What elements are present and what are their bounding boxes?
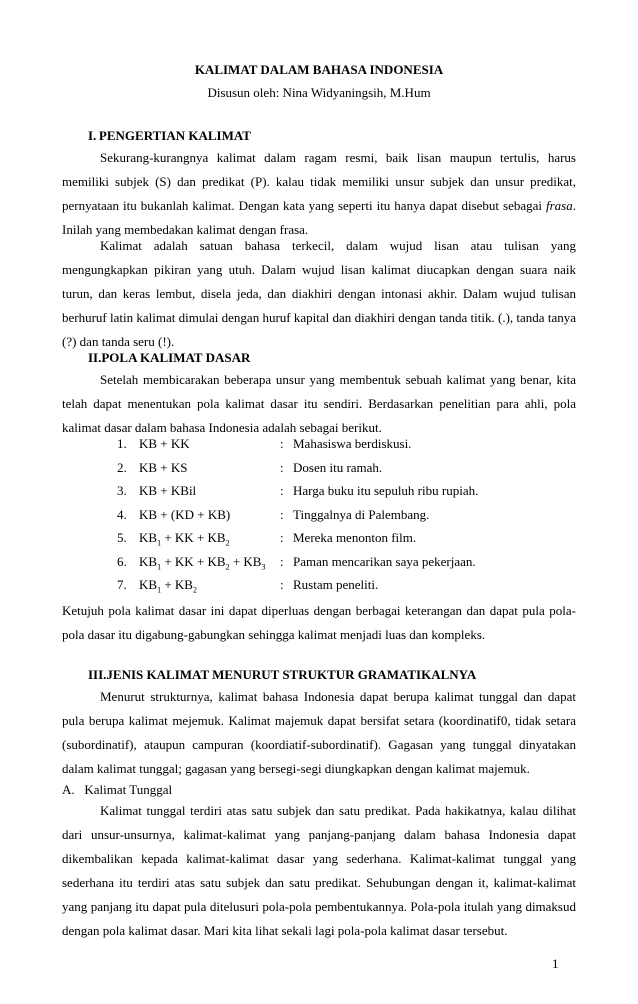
section-3-heading: III.JENIS KALIMAT MENURUT STRUKTUR GRAMATIKALNYA — [88, 667, 477, 682]
pattern-formula: KB + KK — [139, 436, 190, 451]
item-number: 1. — [117, 436, 127, 451]
section-2-paragraph-2: Ketujuh pola kalimat dasar ini dapat diperluas dengan berbagai keterangan dan dapat pula pola-pola dasar itu digabung-gabungkan sehingga kalimat menjadi luas dan kompleks. — [62, 603, 576, 642]
pattern-item — [117, 436, 577, 460]
emphasis-text: frasa — [546, 198, 573, 213]
section-1-paragraph-2: Kalimat adalah satuan bahasa terkecil, dalam wujud lisan atau tulisan yang mengungkapkan pikiran yang utuh. Dalam wujud lisan kalimat diucapkan dengan suara naik turun, dan keras lembut, disela jeda, dan diakhiri dengan intonasi akhir. Dalam wujud tulisan berhuruf latin kalimat dimulai dengan huruf kapital dan diakhiri dengan tanda titik. (.), tanda tanya (?) dan tanda seru (!). — [62, 238, 576, 349]
separator: : — [280, 483, 284, 498]
pattern-item — [117, 577, 577, 601]
item-number: 7. — [117, 577, 127, 592]
pattern-item — [117, 530, 577, 554]
pattern-item — [117, 554, 577, 578]
item-number: 3. — [117, 483, 127, 498]
document-title: KALIMAT DALAM BAHASA INDONESIA — [194, 62, 444, 77]
document-author: Disusun oleh: Nina Widyaningsih, M.Hum — [207, 85, 431, 100]
pattern-formula: $KB_1$ + KK + $KB_2$ — [139, 530, 230, 548]
item-number: 5. — [117, 530, 127, 545]
pattern-example: Mahasiswa berdiskusi. — [293, 436, 412, 451]
separator: : — [280, 577, 284, 592]
item-number: 6. — [117, 553, 127, 569]
pattern-formula: KB + KBil — [139, 483, 197, 498]
pattern-example: Mereka menonton film. — [293, 530, 417, 545]
pattern-example: Dosen itu ramah. — [293, 459, 383, 475]
separator: : — [280, 436, 284, 451]
section-3-paragraph-2: Kalimat tunggal terdiri atas satu subjek dan satu predikat. Pada hakikatnya, kalau dilihat dari unsur-unsurnya, kalimat-kalimat yang panjang-panjang dalam bahasa Indonesia dapat dikembalikan kepada kalimat-kalimat dasar yang sederhana. Kalimat-kalimat tunggal yang sederhana itu terdiri atas satu subjek dan satu predikat. Sehubungan dengan it, kalimat-kalimat yang panjang itu dapat pula ditelusuri pola-pola pembentukannya. Pola-pola itulah yang dimaksud dengan pola kalimat dasar. Mari kita lihat sekali lagi pola-pola kalimat dasar tersebut. — [62, 803, 576, 938]
section-3-paragraph-1: Menurut strukturnya, kalimat bahasa Indonesia dapat berupa kalimat tunggal dan dapat pula berupa kalimat mejemuk. Kalimat majemuk dapat bersifat setara (koordinatif0, tidak setara (subordinatif), ataupun campuran (koordiatif-subordinatif). Gagasan yang tunggal dinyatakan dalam kalimat tunggal; gagasan yang bersegi-segi diungkapkan dengan kalimat majemuk. — [62, 689, 576, 776]
page-number: 1 — [552, 956, 559, 971]
pattern-example: Rustam peneliti. — [293, 577, 379, 592]
pattern-example: Tinggalnya di Palembang. — [293, 506, 430, 522]
subsection-a-heading: A. Kalimat Tunggal — [62, 782, 173, 797]
paragraph-text: . Inilah yang membedakan kalimat dengan frasa. — [62, 198, 576, 237]
pattern-formula: $KB_1$ + KK + $KB_2 + KB_3$ — [139, 553, 266, 572]
pattern-item — [117, 507, 577, 531]
section-1-heading: I. PENGERTIAN KALIMAT — [88, 128, 251, 143]
section-1-paragraph-1 — [62, 146, 576, 242]
separator: : — [280, 553, 284, 569]
separator: : — [280, 506, 284, 522]
section-2-heading: II.POLA KALIMAT DASAR — [88, 350, 251, 365]
section-2-paragraph-1: Setelah membicarakan beberapa unsur yang membentuk sebuah kalimat yang benar, kita telah dapat menentukan pola kalimat dasar itu sendiri. Berdasarkan penelitian para ahli, pola kalimat dasar dalam bahasa Indonesia adalah sebagai berikut. — [62, 372, 576, 435]
pattern-example: Paman mencarikan saya pekerjaan. — [293, 553, 476, 569]
pattern-formula: $KB_1 + KB_2$ — [139, 577, 197, 595]
pattern-item — [117, 460, 577, 484]
item-number: 4. — [117, 506, 127, 522]
separator: : — [280, 459, 284, 475]
separator: : — [280, 530, 284, 545]
paragraph-text: Sekurang-kurangnya kalimat dalam ragam resmi, baik lisan maupun tertulis, harus memiliki subjek (S) dan predikat (P). kalau tidak memiliki unsur subjek dan unsur predikat, pernyataan itu bukanlah kalimat. Dengan kata yang seperti itu hanya dapat disebut sebagai — [62, 150, 576, 213]
pattern-item — [117, 483, 577, 507]
pattern-formula: KB + (KD + KB) — [139, 506, 231, 522]
pattern-example: Harga buku itu sepuluh ribu rupiah. — [293, 483, 479, 498]
pattern-list — [117, 436, 577, 601]
item-number: 2. — [117, 459, 127, 475]
pattern-formula: KB + KS — [139, 459, 188, 475]
